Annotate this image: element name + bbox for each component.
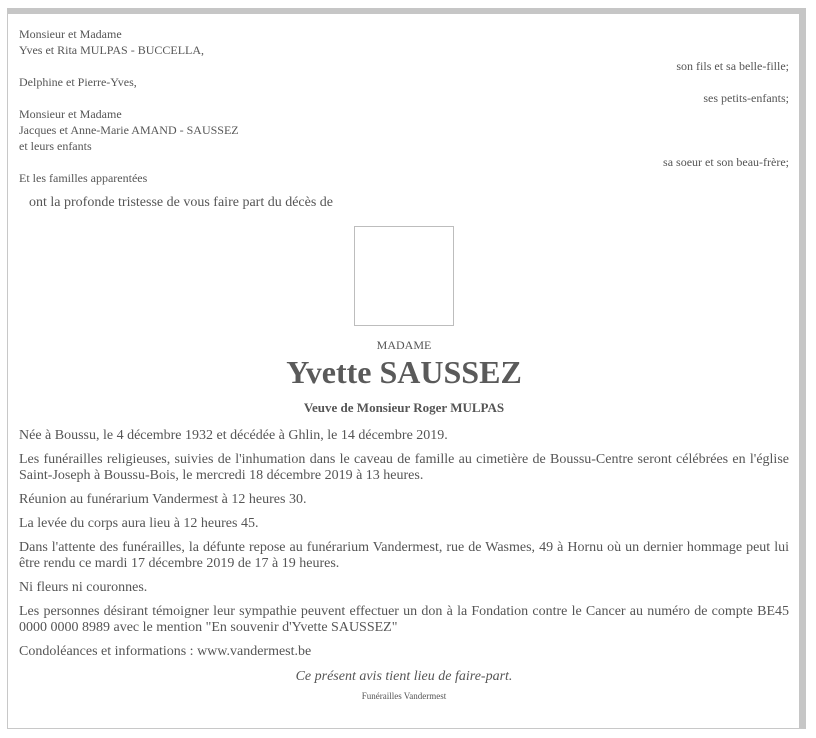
family-line: Monsieur et Madame [19, 107, 122, 121]
relation-line: sa soeur et son beau-frère; [663, 155, 789, 169]
relation-line: ses petits-enfants; [703, 91, 789, 105]
deceased-title: MADAME [376, 338, 432, 352]
family-line: Jacques et Anne-Marie AMAND - SAUSSEZ [19, 123, 239, 137]
repose-paragraph: Dans l'attente des funérailles, la défunte repose au funérarium Vandermest, rue de Wasmes, 49 à Hornu où un dernier hommage peut lui être rendu ce mardi 17 décembre 2019 de 17 à 19 heures. [19, 540, 789, 571]
donation-paragraph: Les personnes désirant témoigner leur sympathie peuvent effectuer un don à la Fondation contre le Cancer au numéro de compte BE45 0000 0000 8989 avec le mention "En souvenir d'Yvette SAUSSEZ" [19, 604, 789, 635]
birth-paragraph: Née à Boussu, le 4 décembre 1932 et décédée à Ghlin, le 14 décembre 2019. [19, 428, 448, 443]
levee-paragraph: La levée du corps aura lieu à 12 heures 45. [19, 516, 259, 531]
closing-note: Ce présent avis tient lieu de faire-part. [295, 669, 513, 684]
footer-credit: Funérailles Vandermest [361, 691, 447, 701]
portrait-placeholder [354, 226, 454, 326]
meeting-paragraph: Réunion au funérarium Vandermest à 12 heures 30. [19, 492, 307, 507]
condolences-paragraph: Condoléances et informations : www.vandermest.be [19, 644, 312, 659]
widow-line: Veuve de Monsieur Roger MULPAS [303, 400, 505, 415]
death-notice [19, 26, 789, 702]
family-line: et leurs enfants [19, 139, 92, 153]
family-line: Et les familles apparentées [19, 171, 148, 185]
family-line: Monsieur et Madame [19, 27, 122, 41]
intro-text: ont la profonde tristesse de vous faire part du décès de [29, 195, 334, 210]
family-line: Yves et Rita MULPAS - BUCCELLA, [19, 43, 205, 57]
family-line: Delphine et Pierre-Yves, [19, 75, 137, 89]
deceased-name: Yvette SAUSSEZ [286, 354, 522, 390]
flowers-paragraph: Ni fleurs ni couronnes. [19, 580, 148, 595]
relation-line: son fils et sa belle-fille; [676, 59, 789, 73]
funeral-paragraph: Les funérailles religieuses, suivies de l'inhumation dans le caveau de famille au cimetière de Boussu-Centre seront célébrées en l'église Saint-Joseph à Boussu-Bois, le mercredi 18 décembre 2019 à 13 heures. [19, 452, 789, 483]
